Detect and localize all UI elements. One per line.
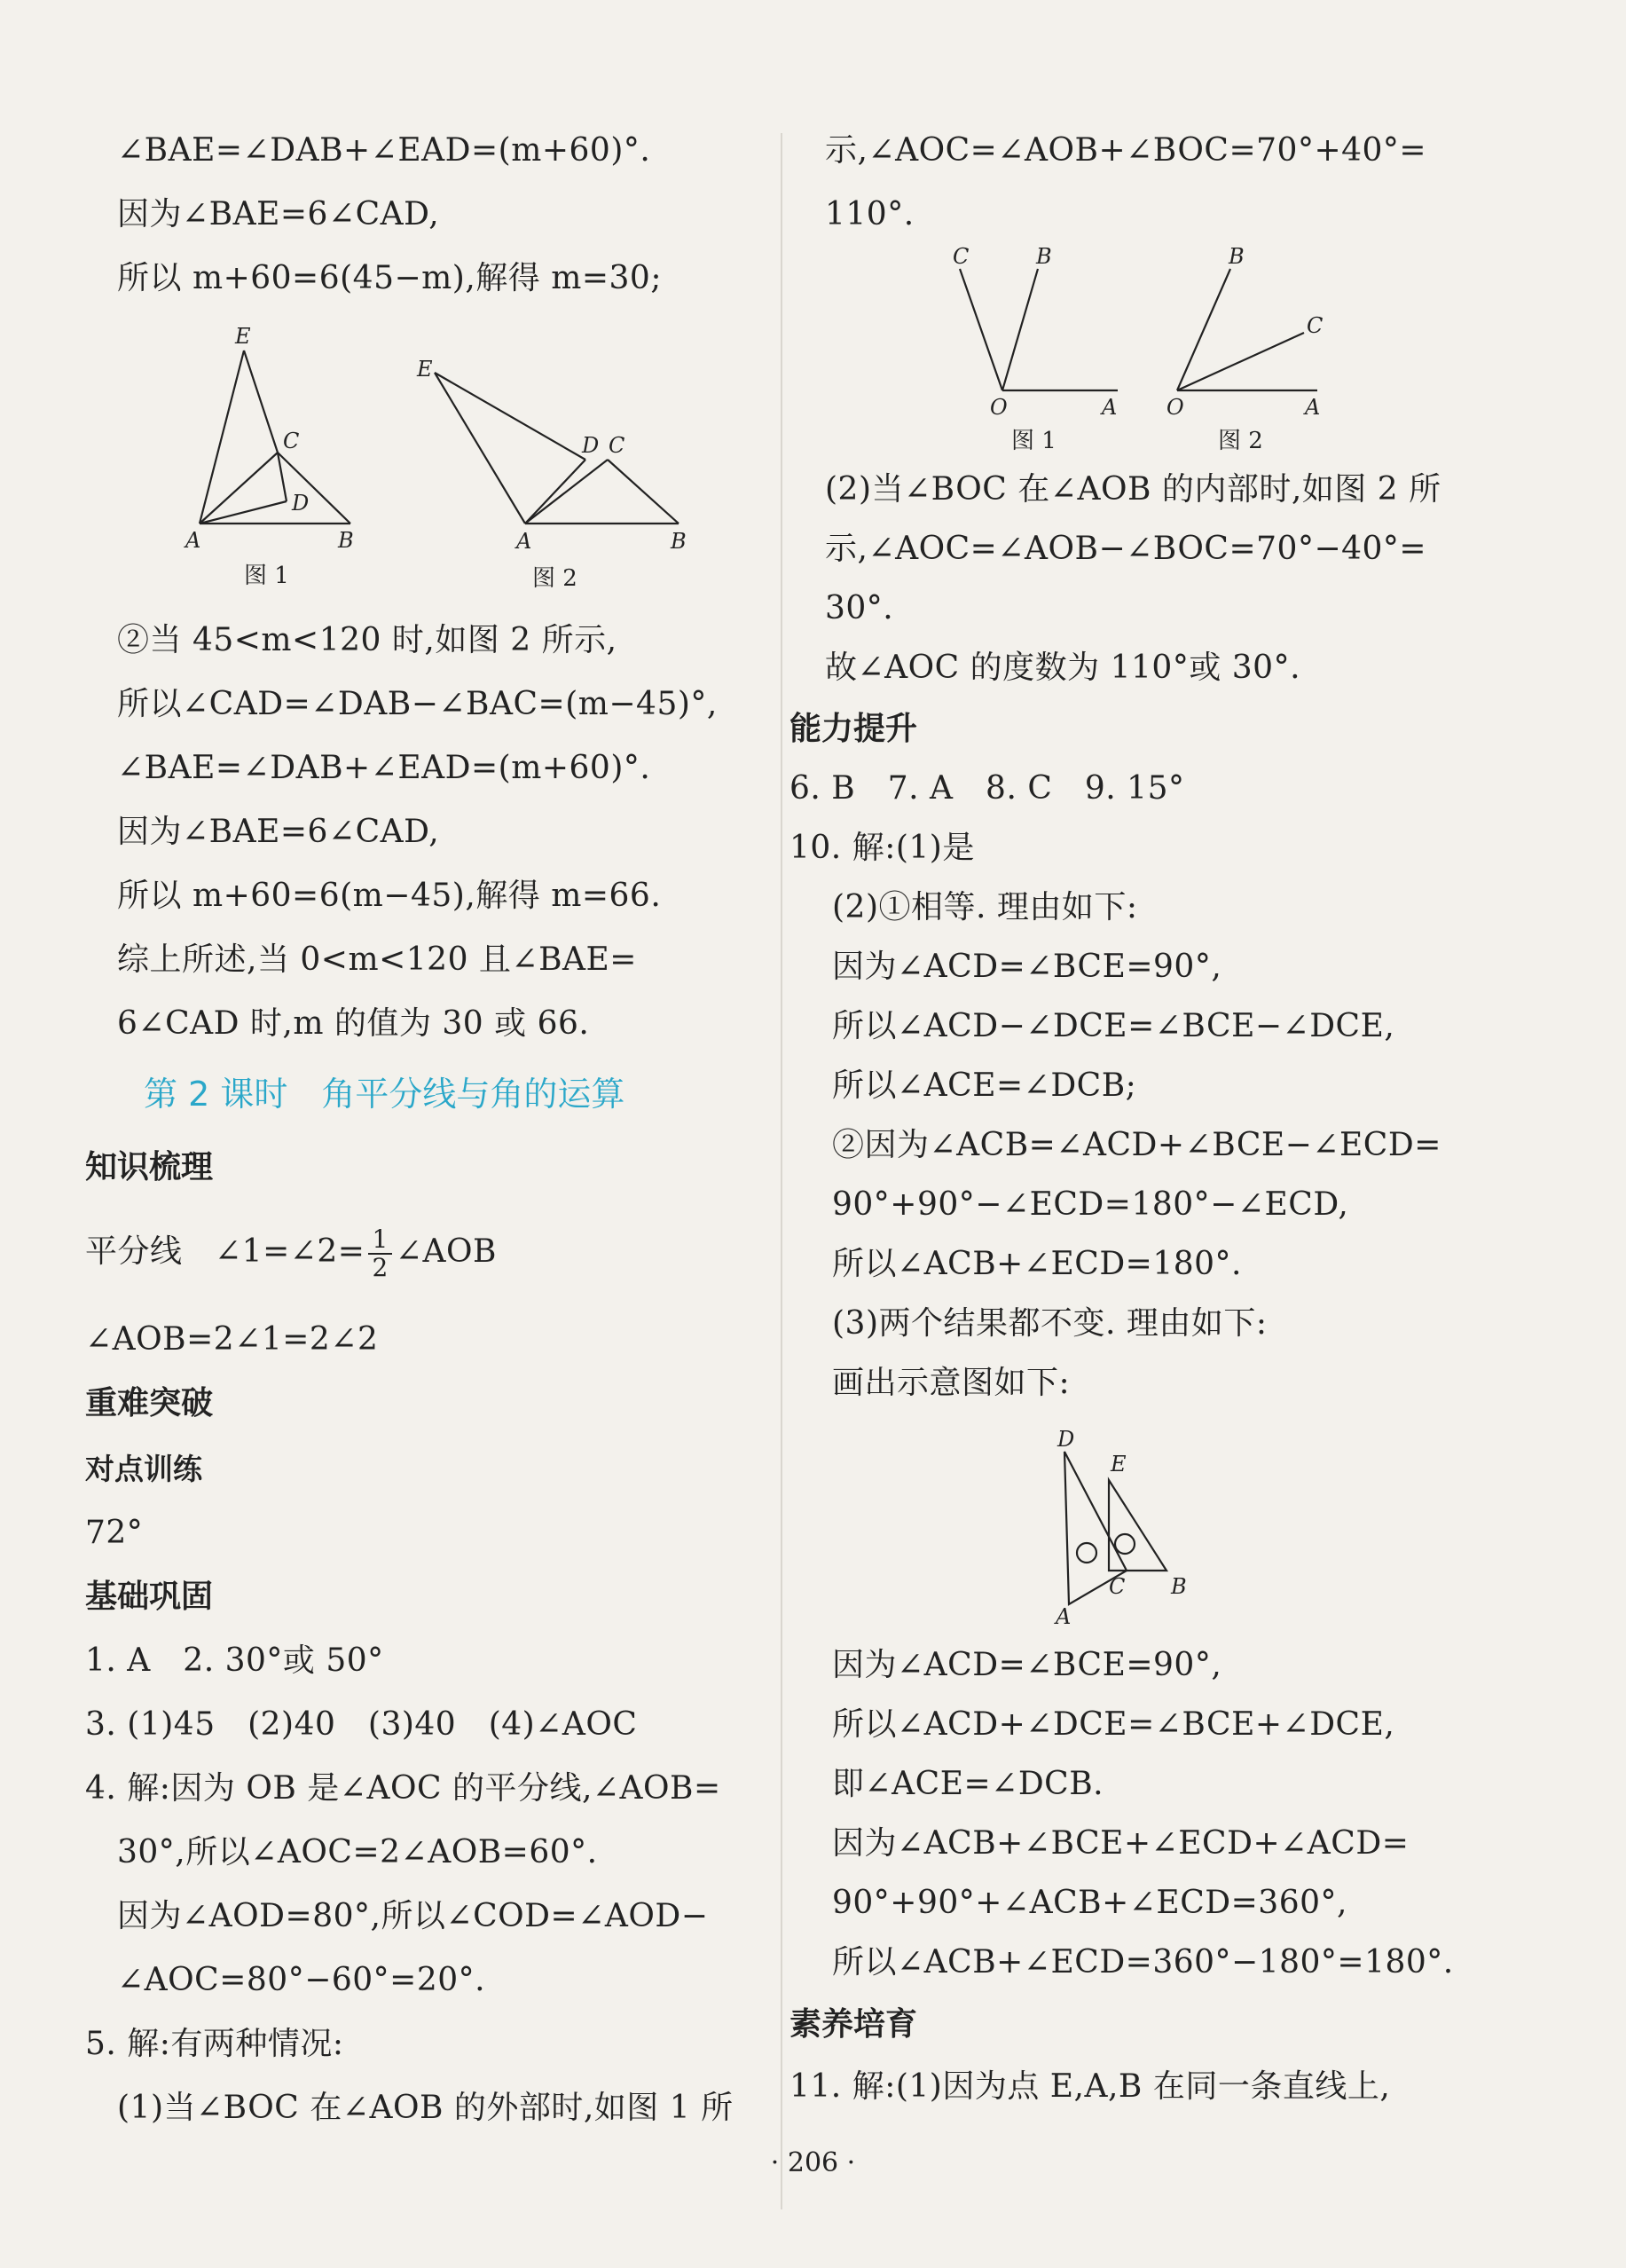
vertex-label-O: O: [1166, 395, 1184, 420]
text-line: 因为∠ACD=∠BCE=90°,: [832, 1647, 1222, 1683]
section-heading: 基础巩固: [85, 1579, 214, 1615]
vertex-label-C: C: [283, 429, 300, 453]
text-line: 所以∠ACD−∠DCE=∠BCE−∠DCE,: [832, 1008, 1395, 1044]
vertex-label-A: A: [1305, 395, 1321, 420]
vertex-label-B: B: [671, 529, 687, 554]
text-line: 故∠AOC 的度数为 110°或 30°.: [825, 650, 1301, 686]
section-heading: 知识梳理: [85, 1149, 214, 1185]
text-line: 因为∠ACD=∠BCE=90°,: [832, 949, 1222, 985]
column-divider: [781, 133, 782, 2209]
text-line: (2)①相等. 理由如下:: [832, 889, 1138, 925]
bisector-prefix: 平分线 ∠1=∠2=: [85, 1233, 365, 1270]
vertex-label-A: A: [1102, 395, 1118, 420]
vertex-label-B: B: [1036, 244, 1052, 269]
text-line: 所以 m+60=6(m−45),解得 m=66.: [117, 878, 662, 914]
vertex-label-D: D: [582, 433, 600, 458]
vertex-label-C: C: [953, 244, 970, 269]
fraction-one-half: [368, 1226, 391, 1281]
text-line: 6. B 7. A 8. C 9. 15°: [789, 770, 1185, 807]
text-line: ∠AOC=80°−60°=20°.: [117, 1962, 486, 1998]
triangle-figure-1: [173, 324, 377, 599]
text-line: 110°.: [825, 196, 915, 232]
section-heading: 素养培育: [789, 2006, 918, 2043]
text-line: 所以 m+60=6(45−m),解得 m=30;: [117, 260, 662, 296]
set-square-figure: [1047, 1427, 1242, 1631]
fraction-denominator: 2: [372, 1253, 389, 1282]
fraction-numerator: 1: [368, 1226, 391, 1255]
text-line: 所以∠ACD+∠DCE=∠BCE+∠DCE,: [832, 1706, 1395, 1743]
text-line: 示,∠AOC=∠AOB+∠BOC=70°+40°=: [825, 132, 1427, 169]
vertex-label-C: C: [609, 433, 625, 458]
vertex-label-A: A: [1056, 1604, 1072, 1629]
lesson-title: 第 2 课时 角平分线与角的运算: [144, 1075, 625, 1114]
text-line: 3. (1)45 (2)40 (3)40 (4)∠AOC: [85, 1706, 638, 1743]
text-line: (3)两个结果都不变. 理由如下:: [832, 1305, 1268, 1342]
text-line: 画出示意图如下:: [832, 1365, 1071, 1401]
text-line: ∠AOB=2∠1=2∠2: [85, 1321, 379, 1358]
vertex-label-E: E: [417, 357, 433, 382]
text-line: 因为∠ACB+∠BCE+∠ECD+∠ACD=: [832, 1825, 1410, 1862]
text-line: (1)当∠BOC 在∠AOB 的外部时,如图 1 所: [117, 2090, 734, 2126]
angle-figure-2: [1158, 244, 1353, 457]
text-line: ②当 45<m<120 时,如图 2 所示,: [117, 622, 617, 658]
text-line: 72°: [85, 1515, 144, 1551]
section-heading: 重难突破: [85, 1385, 214, 1421]
vertex-label-O: O: [990, 395, 1008, 420]
text-line: 所以∠ACB+∠ECD=180°.: [832, 1246, 1242, 1282]
text-line: 即∠ACE=∠DCB.: [832, 1766, 1104, 1802]
bisector-suffix: ∠AOB: [395, 1233, 497, 1270]
text-line: 因为∠BAE=6∠CAD,: [117, 814, 440, 850]
vertex-label-D: D: [1057, 1427, 1075, 1452]
text-line: 1. A 2. 30°或 50°: [85, 1642, 384, 1679]
text-line: 所以∠ACE=∠DCB;: [832, 1067, 1137, 1104]
text-line: 所以∠CAD=∠DAB−∠BAC=(m−45)°,: [117, 686, 718, 722]
figure-caption: 图 1: [244, 563, 289, 589]
text-line: ∠BAE=∠DAB+∠EAD=(m+60)°.: [117, 750, 651, 786]
angle-figure-1: [940, 244, 1144, 457]
vertex-label-B: B: [1229, 244, 1245, 269]
triangle-figure-2: [408, 346, 692, 603]
text-line: 4. 解:因为 OB 是∠AOC 的平分线,∠AOB=: [85, 1770, 721, 1807]
text-line: ②因为∠ACB=∠ACD+∠BCE−∠ECD=: [832, 1127, 1441, 1163]
text-line: ∠BAE=∠DAB+∠EAD=(m+60)°.: [117, 132, 651, 169]
bisector-line: [85, 1226, 497, 1281]
vertex-label-B: B: [1171, 1574, 1187, 1599]
text-line: 5. 解:有两种情况:: [85, 2026, 344, 2062]
text-line: 因为∠AOD=80°,所以∠COD=∠AOD−: [117, 1898, 709, 1934]
text-line: 综上所述,当 0<m<120 且∠BAE=: [117, 941, 637, 978]
page-number: · 206 ·: [770, 2147, 856, 2178]
vertex-label-A: A: [185, 528, 201, 553]
text-line: 10. 解:(1)是: [789, 830, 975, 866]
vertex-label-D: D: [292, 491, 310, 516]
text-line: 因为∠BAE=6∠CAD,: [117, 196, 440, 232]
text-line: 30°,所以∠AOC=2∠AOB=60°.: [117, 1834, 598, 1870]
figure-caption: 图 1: [1011, 428, 1057, 454]
section-heading: 能力提升: [789, 711, 918, 747]
text-line: 11. 解:(1)因为点 E,A,B 在同一条直线上,: [789, 2068, 1391, 2105]
subsection-heading: 对点训练: [85, 1452, 202, 1486]
vertex-label-E: E: [1111, 1452, 1127, 1477]
text-line: 90°+90°+∠ACB+∠ECD=360°,: [832, 1885, 1347, 1921]
figure-caption: 图 2: [1218, 428, 1263, 454]
text-line: 6∠CAD 时,m 的值为 30 或 66.: [117, 1005, 590, 1042]
figure-caption: 图 2: [532, 565, 577, 592]
vertex-label-B: B: [338, 528, 354, 553]
vertex-label-E: E: [235, 324, 251, 349]
vertex-label-C: C: [1109, 1574, 1126, 1599]
text-line: 所以∠ACB+∠ECD=360°−180°=180°.: [832, 1944, 1454, 1981]
vertex-label-C: C: [1307, 313, 1324, 338]
vertex-label-A: A: [516, 529, 532, 554]
text-line: (2)当∠BOC 在∠AOB 的内部时,如图 2 所: [825, 471, 1441, 508]
text-line: 90°+90°−∠ECD=180°−∠ECD,: [832, 1186, 1349, 1223]
text-line: 30°.: [825, 590, 894, 626]
text-line: 示,∠AOC=∠AOB−∠BOC=70°−40°=: [825, 531, 1427, 567]
